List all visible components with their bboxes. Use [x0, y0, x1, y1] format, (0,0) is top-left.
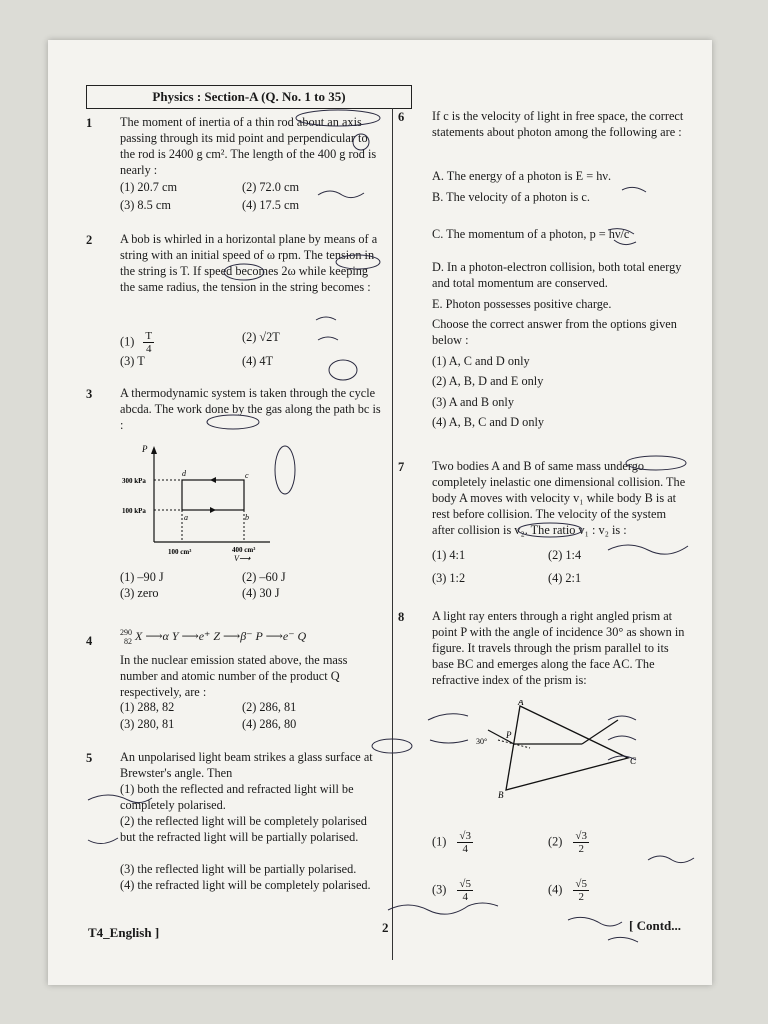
fraction-num: √5: [459, 878, 471, 890]
option: (3) 8.5 cm: [120, 198, 171, 212]
pen-circle: [626, 456, 686, 470]
p-high-label: 300 kPa: [122, 477, 146, 485]
fraction-den: 2: [578, 891, 584, 903]
option: (4) 2:1: [548, 571, 582, 585]
pen-scribble: [318, 191, 364, 198]
option-label: (1): [120, 334, 135, 349]
question-number: 7: [398, 460, 405, 474]
mass-number: 290: [120, 628, 132, 638]
question-number: 3: [86, 387, 93, 401]
vertex-a: A: [518, 700, 524, 707]
pen-circle: [372, 739, 412, 753]
option: (4) 286, 80: [242, 717, 297, 731]
option: (1) A, C and D only: [432, 354, 530, 368]
atomic-number: 82: [124, 637, 132, 647]
option: (1) 20.7 cm: [120, 180, 178, 194]
pen-scribble: [608, 545, 688, 554]
pen-scribble: [316, 317, 338, 340]
page-number: 2: [382, 920, 389, 935]
option: (3) T: [120, 354, 145, 368]
statement: C. The momentum of a photon, p = hν/c: [432, 227, 630, 241]
vertex-b: B: [498, 790, 504, 800]
option: (3) 1:2: [432, 571, 466, 585]
option: (1) both the reflected and refracted light will be completely polarised.: [120, 782, 354, 812]
option-label: (1): [432, 834, 447, 849]
footer-code: T4_English ]: [88, 925, 160, 940]
pen-circle: [329, 360, 357, 380]
pen-scribble: [428, 714, 468, 743]
pen-circle: [275, 446, 295, 494]
option: (2) the reflected light will be completely polarised but the refracted light will be partially polarised.: [120, 814, 367, 844]
p-axis-label: P: [142, 444, 148, 454]
pen-circle: [518, 523, 582, 537]
option: (3) 280, 81: [120, 717, 175, 731]
statement: E. Photon possesses positive charge.: [432, 297, 612, 311]
pen-scribble: [648, 856, 694, 863]
decay-chain: X ⟶α Y ⟶e⁺ Z ⟶β⁻ P ⟶e⁻ Q: [135, 629, 307, 643]
p-low-label: 100 kPa: [122, 507, 146, 515]
angle-label: 30°: [476, 737, 488, 746]
fraction-num: T: [145, 330, 153, 342]
v-axis-label: V⟶: [234, 554, 251, 562]
question-number: 1: [86, 116, 93, 130]
option: (4) the refracted light will be completely polarised.: [120, 878, 371, 892]
fraction-num: √3: [575, 830, 587, 842]
statement: A. The energy of a photon is E = hν.: [432, 169, 612, 183]
question-number: 4: [86, 634, 93, 648]
pen-circle: [207, 415, 259, 429]
point-d: d: [182, 469, 186, 478]
option: (4) A, B, C and D only: [432, 415, 545, 429]
option: (2) 286, 81: [242, 700, 297, 714]
option: (4) 17.5 cm: [242, 198, 300, 212]
pen-circle: [296, 110, 380, 126]
pen-scribble: [608, 187, 646, 244]
option: (2) –60 J: [242, 570, 286, 584]
option-label: (2): [548, 834, 563, 849]
option: (2) √2T: [242, 330, 280, 344]
question-number: 8: [398, 610, 405, 624]
pen-scribble: [388, 903, 498, 914]
pen-scribble: [568, 917, 638, 942]
option: (2) 1:4: [548, 548, 582, 562]
pen-circle: [336, 255, 380, 269]
question-text: Two bodies A and B of same mass undergo completely inelastic one dimensional collision. The body A moves with velocity v₁ while body B is at rest before collision. The velocity of the system after collision is v₂. The ratio v₁ : v₂ is :: [432, 459, 686, 537]
handwritten-annotations: [48, 40, 712, 985]
fraction-num: √3: [459, 830, 471, 842]
fraction-den: 4: [462, 843, 468, 855]
statement: D. In a photon-electron collision, both total energy and total momentum are conserved.: [432, 260, 682, 290]
fraction-den: 4: [146, 343, 152, 355]
option: (2) 72.0 cm: [242, 180, 300, 194]
option-label: (3): [432, 882, 447, 897]
question-text: A thermodynamic system is taken through the cycle abcda. The work done by the gas along the path bc is :: [120, 386, 381, 432]
instruction: Choose the correct answer from the options given below :: [432, 317, 677, 347]
option: (1) 288, 82: [120, 700, 175, 714]
question-text: An unpolarised light beam strikes a glass surface at Brewster's angle. Then: [120, 750, 373, 780]
point-b: b: [245, 513, 249, 522]
option: (4) 30 J: [242, 586, 280, 600]
vertex-c: C: [630, 756, 637, 766]
fraction-den: 4: [462, 891, 468, 903]
point-p: P: [506, 730, 512, 740]
answer-sheet-page: [48, 40, 712, 985]
option-label: (4): [548, 882, 563, 897]
question-text: The moment of inertia of a thin rod about an axis passing through its mid point and perpendicular to the rod is 2400 g cm². The length of the 400 g rod is nearly :: [120, 115, 377, 177]
option: (4) 4T: [242, 354, 274, 368]
point-c: c: [245, 471, 249, 480]
option: (2) A, B, D and E only: [432, 374, 544, 388]
option: (3) A and B only: [432, 395, 514, 409]
question-text: A bob is whirled in a horizontal plane by means of a string with an initial speed of ω rpm. The tension in the string is T. If speed becomes 2ω while keeping the same radius, the tension in the string becomes :: [120, 232, 378, 294]
question-number: 2: [86, 233, 93, 247]
question-text: A light ray enters through a right angled prism at point P with the angle of incidence 30° as shown in figure. It travels through the prism parallel to its base BC and emerges along the face AC. The refractive index of the prism is:: [432, 609, 685, 687]
fraction-den: 2: [578, 843, 584, 855]
point-a: a: [184, 513, 188, 522]
statement: B. The velocity of a photon is c.: [432, 190, 590, 204]
pen-circle: [353, 134, 369, 150]
contd-label: [ Contd...: [629, 918, 682, 933]
question-text: In the nuclear emission stated above, the mass number and atomic number of the product Q respectively, are :: [120, 653, 348, 699]
option: (1) –90 J: [120, 570, 164, 584]
question-number: 5: [86, 751, 93, 765]
section-header: Physics : Section-A (Q. No. 1 to 35): [86, 85, 412, 109]
question-number: 6: [398, 110, 405, 124]
option: (3) the reflected light will be partially polarised.: [120, 862, 357, 876]
pen-circle: [224, 264, 264, 280]
v-low-label: 100 cm³: [168, 548, 192, 556]
question-text: If c is the velocity of light in free space, the correct statements about photon among the following are :: [432, 109, 684, 139]
v-high-label: 400 cm³: [232, 546, 256, 554]
pen-scribble: [608, 716, 636, 760]
option: (1) 4:1: [432, 548, 466, 562]
pen-scribble: [88, 795, 152, 844]
option: (3) zero: [120, 586, 159, 600]
fraction-num: √5: [575, 878, 587, 890]
